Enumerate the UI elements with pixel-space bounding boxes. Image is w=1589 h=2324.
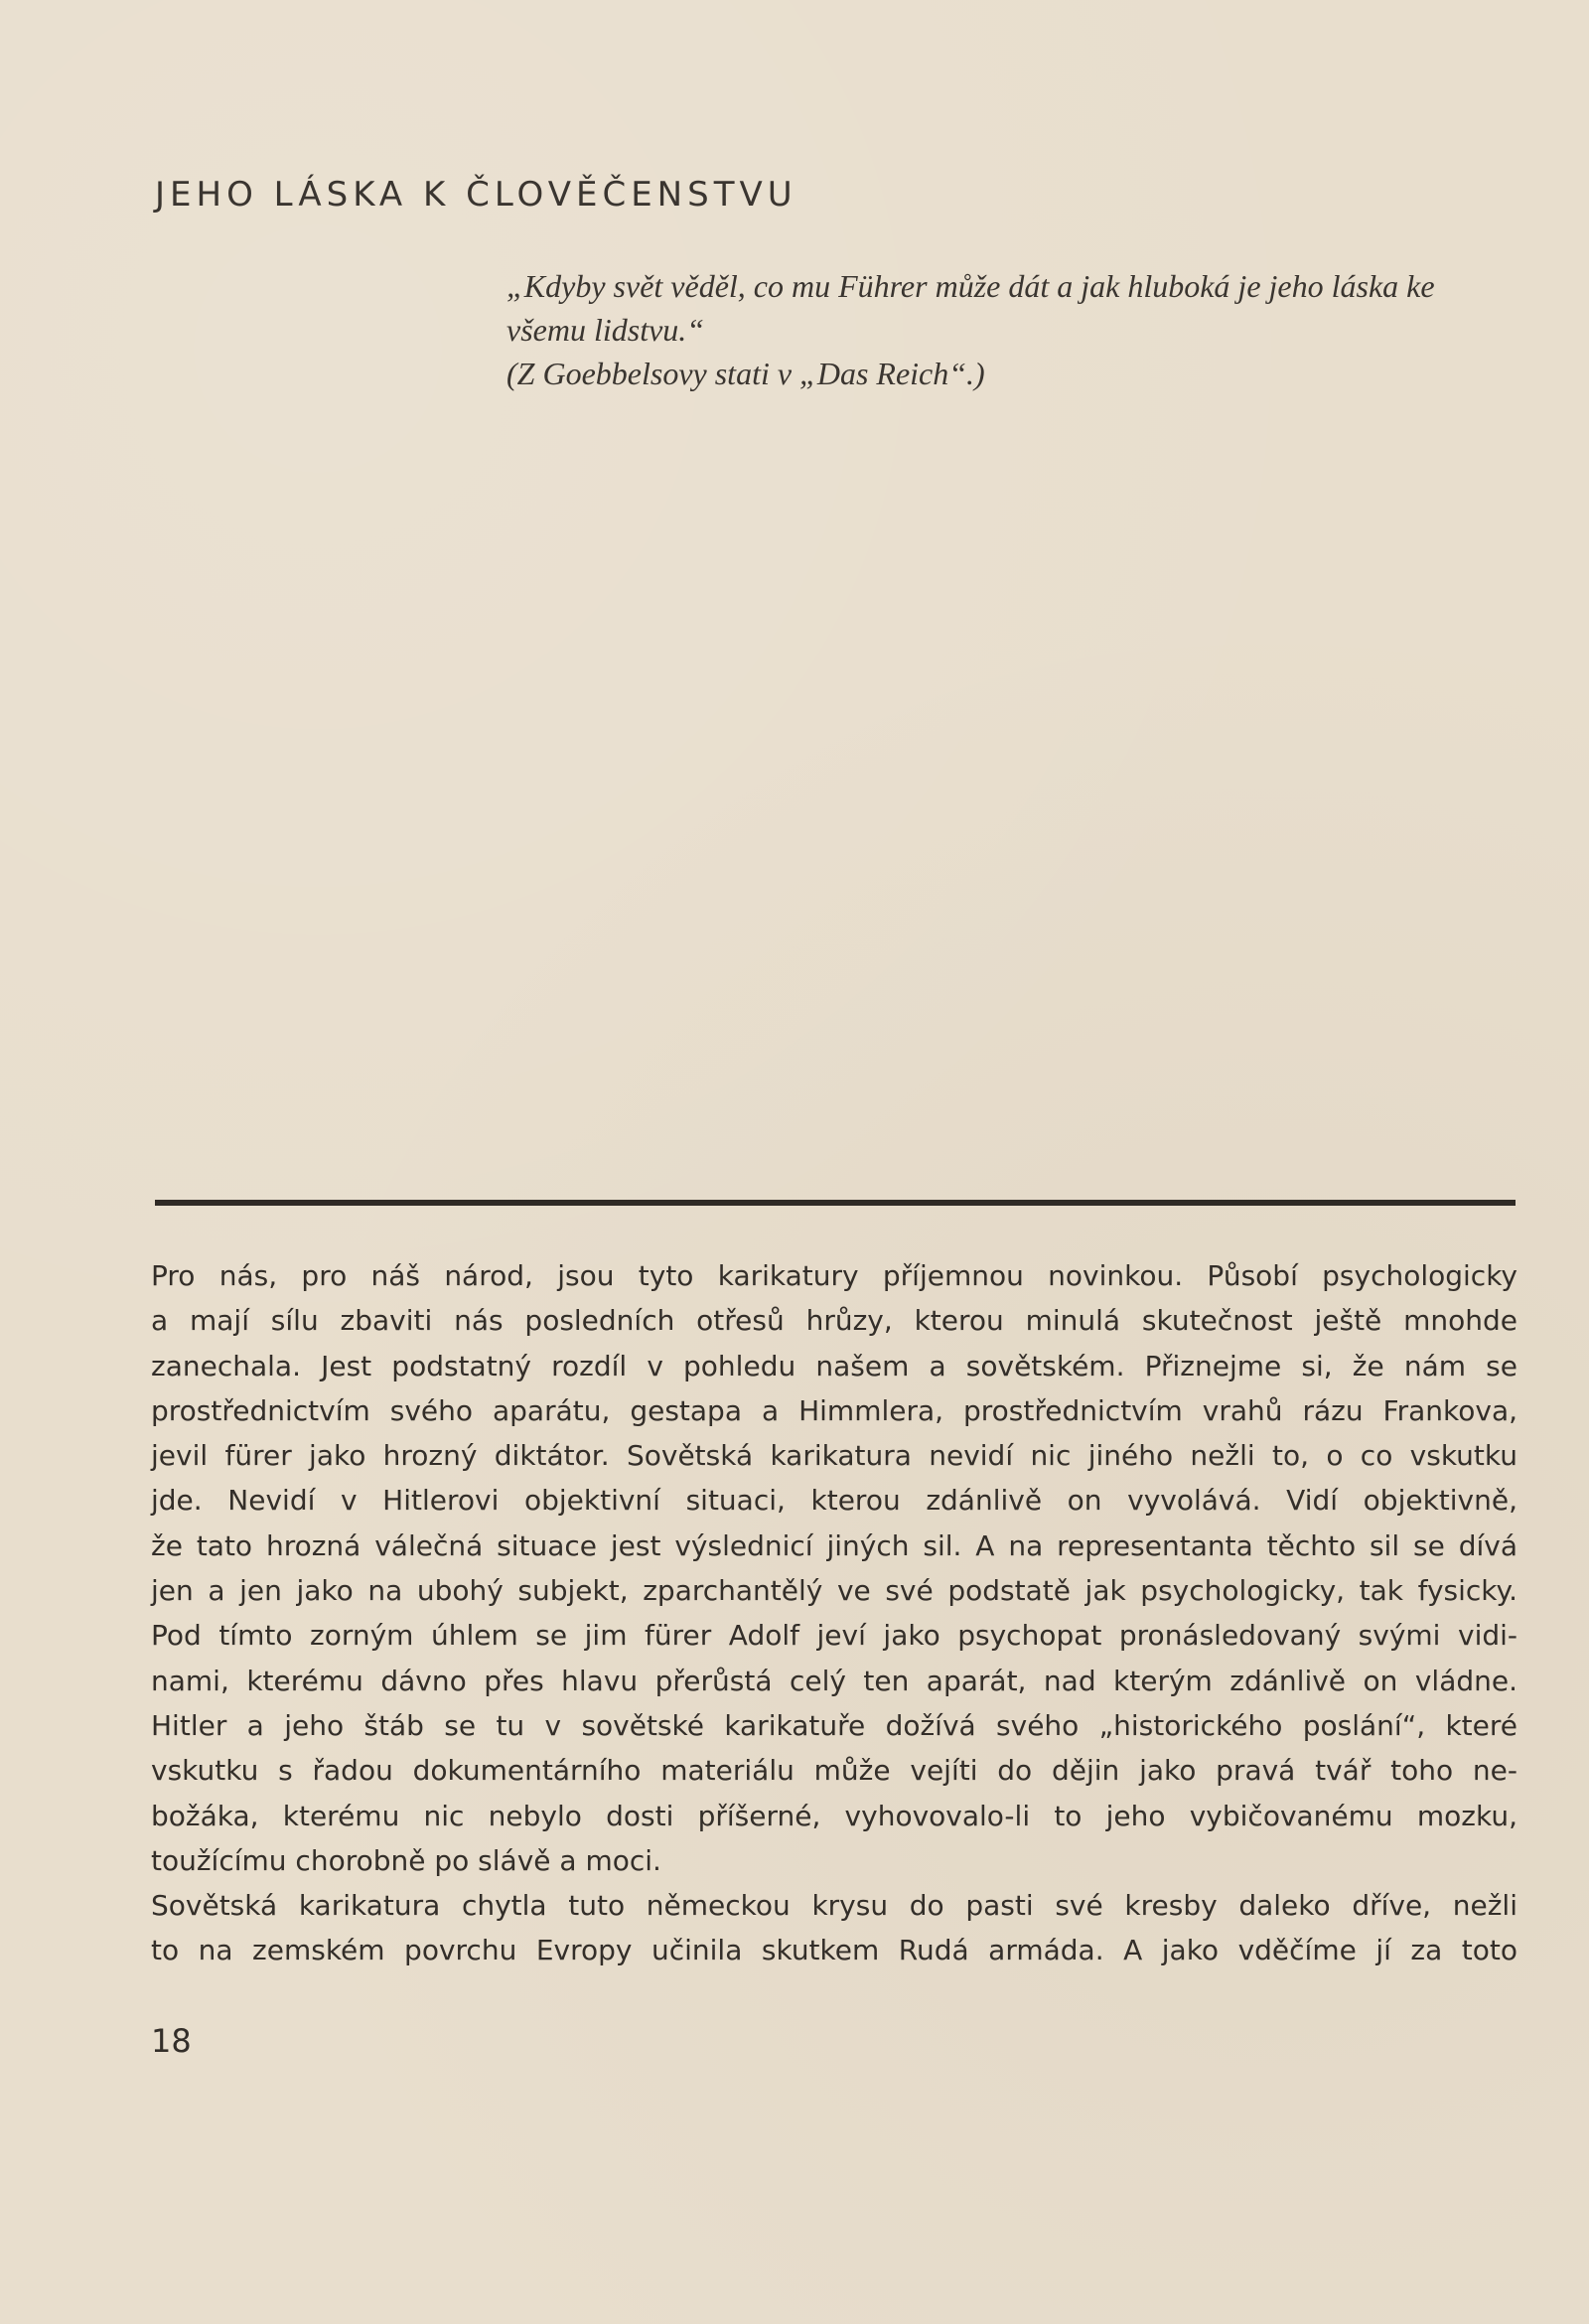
text-line: toužícímu chorobně po slávě a moci. (151, 1843, 661, 1877)
text-line: a mají sílu zbaviti nás posledních otřesů hrůzy, kterou minulá skutečnost ještě mnohde (151, 1304, 1517, 1338)
text-line: to na zemském povrchu Evropy učinila skutkem Rudá armáda. A jako vděčíme jí za toto (151, 1934, 1517, 1967)
epigraph-line: „Kdyby svět věděl, co mu Führer může dát a jak hluboká je jeho láska ke (506, 268, 1435, 304)
text-line: jevil fürer jako hrozný diktátor. Sovětská karikatura nevidí nic jiného nežli to, o co vskutku (151, 1439, 1517, 1473)
body-text (151, 1253, 1517, 1973)
text-line: jen a jen jako na ubohý subjekt, zparchantělý ve své podstatě jak psychologicky, tak fysicky. (151, 1574, 1517, 1608)
text-line: Hitler a jeho štáb se tu v sovětské karikatuře dožívá svého „historického poslání“, které (151, 1708, 1517, 1742)
text-line: nami, kterému dávno přes hlavu přerůstá celý ten aparát, nad kterým zdánlivě on vládne. (151, 1664, 1517, 1697)
text-line: prostřednictvím svého aparátu, gestapa a Himmlera, prostřednictvím vrahů rázu Frankova, (151, 1393, 1517, 1427)
text-line: vskutku s řadou dokumentárního materiálu může vejíti do dějin jako pravá tvář toho ne- (151, 1754, 1517, 1788)
text-line: Pro nás, pro náš národ, jsou tyto karikatury příjemnou novinkou. Působí psychologicky (151, 1259, 1517, 1292)
text-line: že tato hrozná válečná situace jest výslednicí jiných sil. A na representanta těchto sil se dívá (151, 1528, 1517, 1562)
text-line: zanechala. Jest podstatný rozdíl v pohledu našem a sovětském. Přiznejme si, že nám se (151, 1349, 1517, 1382)
epigraph-source: (Z Goebbelsovy stati v „Das Reich“.) (506, 356, 985, 391)
chapter-heading: JEHO LÁSKA K ČLOVĚČENSTVU (155, 175, 797, 215)
page-number: 18 (151, 2022, 192, 2060)
epigraph-line: všemu lidstvu.“ (506, 312, 705, 348)
epigraph-quote (506, 264, 1519, 395)
text-line: Pod tímto zorným úhlem se jim fürer Adolf jeví jako psychopat pronásledovaný svými vidi- (151, 1619, 1517, 1653)
horizontal-rule (155, 1200, 1516, 1206)
text-line: jde. Nevidí v Hitlerovi objektivní situaci, kterou zdánlivě on vyvolává. Vidí objektivně, (151, 1484, 1517, 1518)
text-line: Sovětská karikatura chytla tuto německou krysu do pasti své kresby daleko dříve, nežli (151, 1889, 1517, 1923)
text-line: božáka, kterému nic nebylo dosti příšerné, vyhovovalo-li to jeho vybičovanému mozku, (151, 1799, 1517, 1832)
